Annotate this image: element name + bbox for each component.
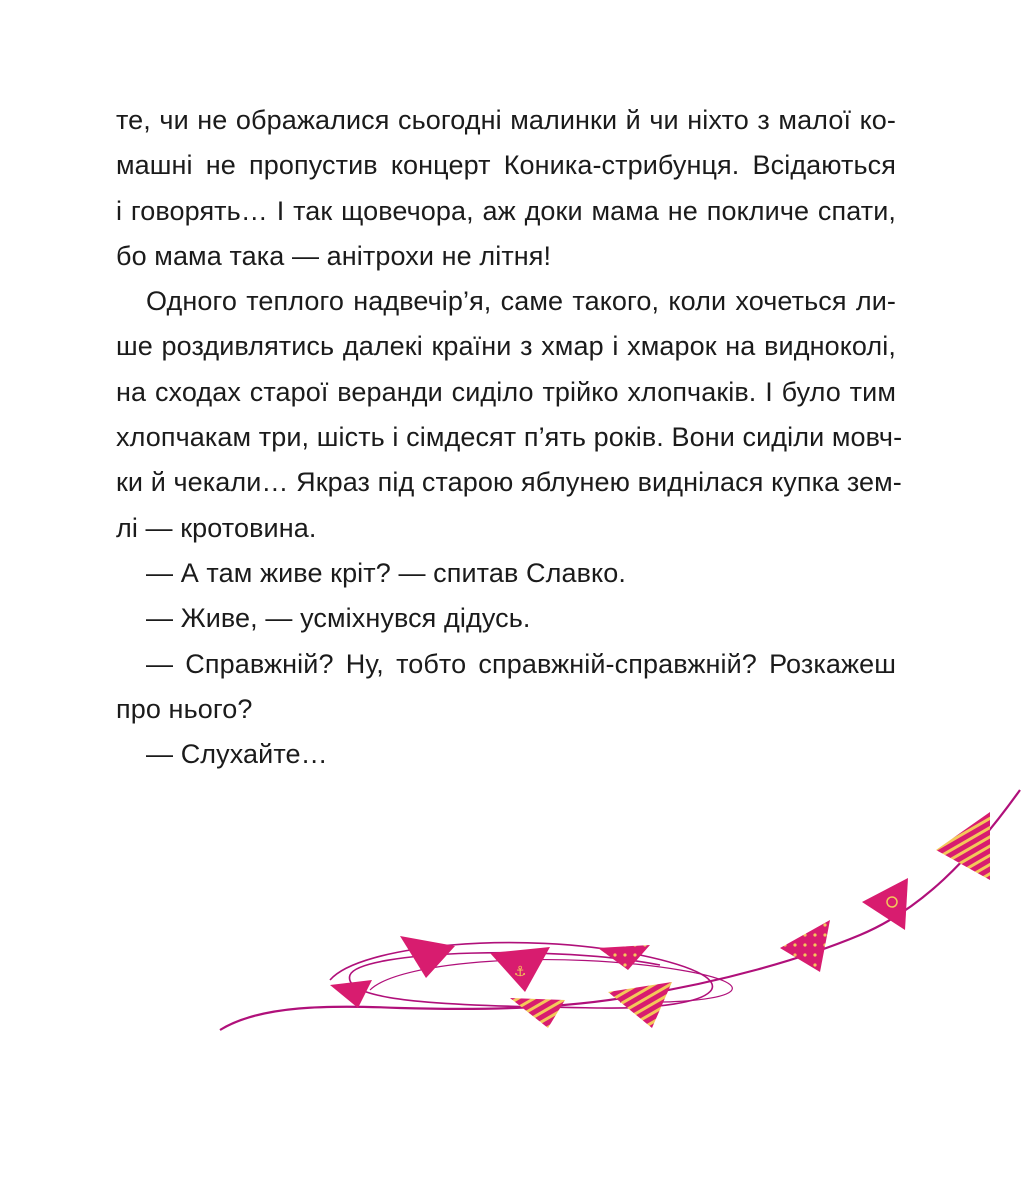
anchor-icon: ⚓ <box>513 964 527 980</box>
dialogue-line: — Живе, — усміхнувся дідусь. <box>146 603 531 634</box>
flag-striped <box>936 812 990 880</box>
text-line: ше роздивлятись далекі країни з хмар і хмарок на видноколі, <box>116 331 896 362</box>
dialogue-line: про нього? <box>116 693 253 724</box>
text-line: Одного теплого надвечір’я, саме такого, коли хочеться ли- <box>146 286 896 317</box>
text-line: хлопчакам три, шість і сімдесят п’ять років. Вони сиділи мовч- <box>116 422 903 453</box>
dialogue-line: — Слухайте… <box>146 739 328 770</box>
text-line: машні не пропустив концерт Коника-стрибунця. Всідаються <box>116 150 896 181</box>
text-line: ки й чекали… Якраз під старою яблунею виднілася купка зем- <box>116 467 902 498</box>
flag-dotted <box>780 920 830 972</box>
bunting-garland-illustration <box>0 760 1023 1100</box>
text-line: і говорять… І так щовечора, аж доки мама не покличе спати, <box>116 195 896 226</box>
text-line: те, чи не ображалися сьогодні малинки й чи ніхто з малої ко- <box>116 105 896 135</box>
text-line: лі — кротовина. <box>116 512 317 543</box>
story-text <box>116 98 903 777</box>
flag-striped <box>510 998 565 1028</box>
flag-plain <box>330 980 372 1008</box>
text-line: бо мама така — анітрохи не літня! <box>116 240 552 271</box>
dialogue-line: — А там живе кріт? — спитав Славко. <box>146 557 626 588</box>
dialogue-line: — Справжній? Ну, тобто справжній-справжній? Розкажеш <box>146 648 896 679</box>
text-line: на сходах старої веранди сиділо трійко хлопчаків. І було тим <box>116 376 896 407</box>
